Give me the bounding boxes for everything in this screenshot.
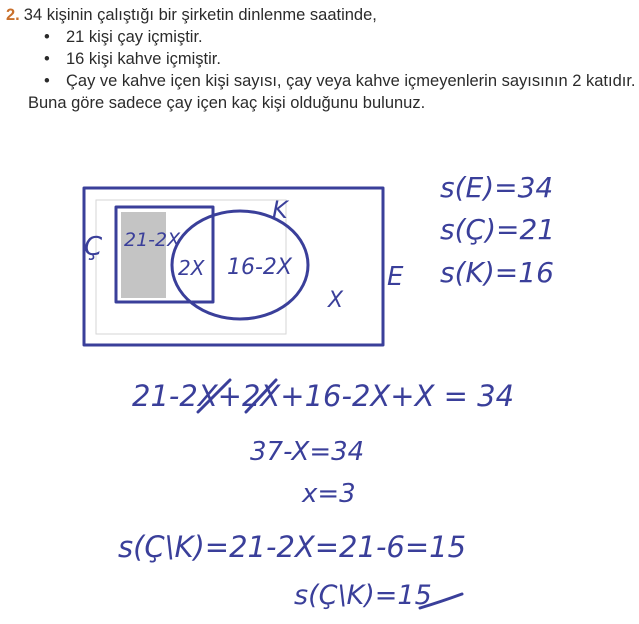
condition-item: • 21 kişi çay içmiştir. [44,26,636,48]
solution-line: x=3 [302,479,356,509]
venn-diagram [84,188,404,345]
shaded-region [121,212,166,298]
set-c-label: Ç [84,232,103,262]
side-notes [440,171,555,289]
outside-value: X [328,288,344,313]
side-note: s(Ç)=21 [440,213,556,246]
side-note: s(K)=16 [440,256,554,289]
intersection-value: 2X [178,256,205,280]
final-answer: s(Ç\K)=15 [294,580,432,611]
solution-line: 37-X=34 [250,437,365,467]
solution-line: s(Ç\K)=21-2X=21-6=15 [118,530,467,564]
solution-steps [118,379,514,611]
problem-number: 2. [6,6,20,24]
only-c-value: 21-2X [124,229,181,251]
only-k-value: 16-2X [227,255,293,280]
side-note: s(E)=34 [440,171,554,204]
condition-item: • Çay ve kahve içen kişi sayısı, çay veya kahve içmeyenlerin sayısının 2 katıdır. [44,70,636,92]
universe-label: E [387,262,404,292]
problem-intro: 34 kişinin çalıştığı bir şirketin dinlenme saatinde, [23,6,377,24]
condition-item: • 16 kişi kahve içmiştir. [44,48,636,70]
solution-line: 21-2X+2X+16-2X+X = 34 [132,379,515,413]
question-text: Buna göre sadece çay içen kaç kişi olduğunu bulunuz. [28,94,426,112]
set-k-label: K [272,196,288,224]
